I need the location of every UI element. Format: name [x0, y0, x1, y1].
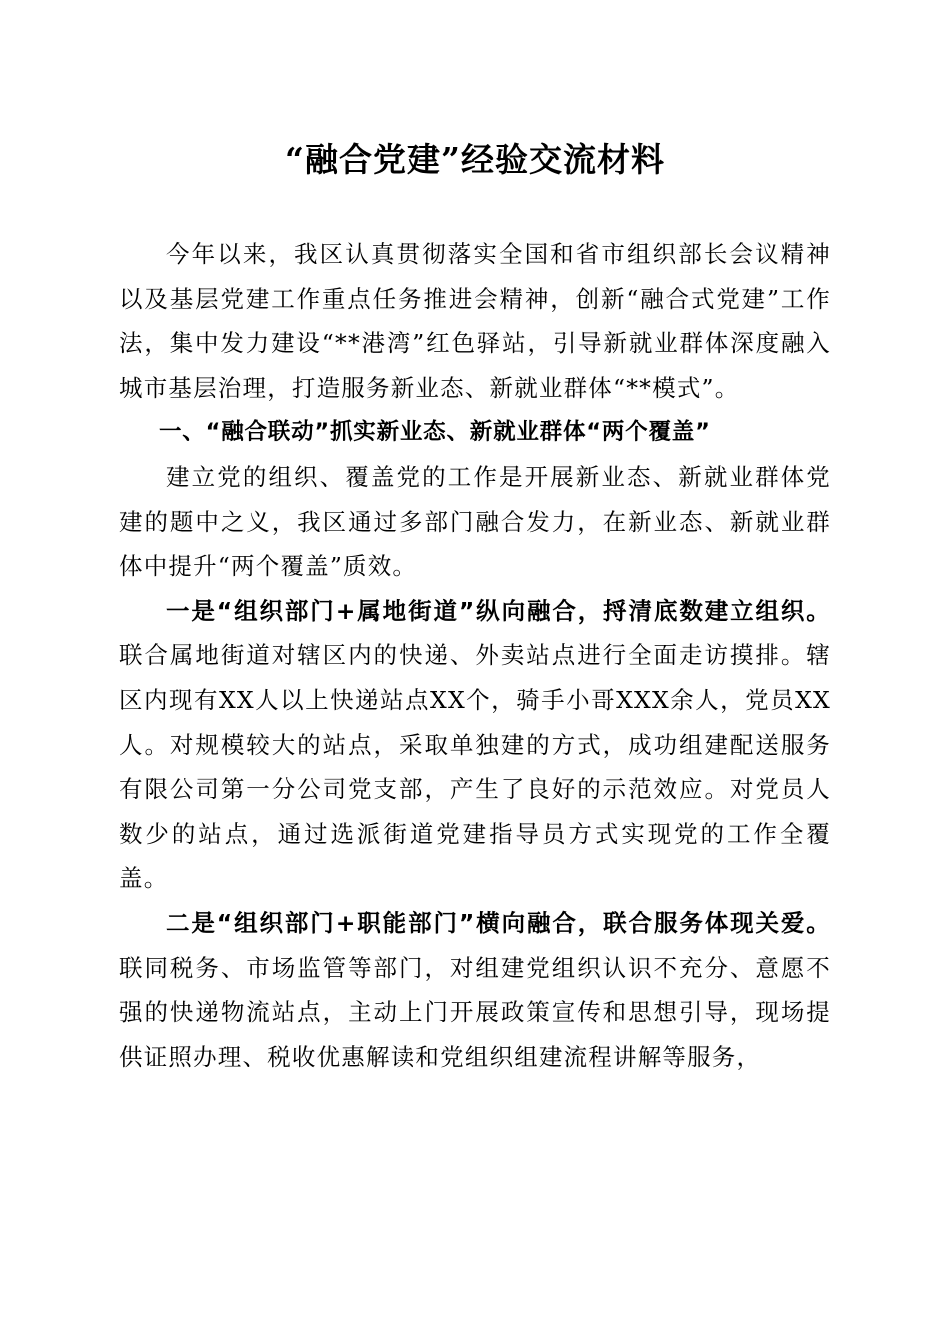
section-1-heading: 一、“融合联动”抓实新业态、新就业群体“两个覆盖”	[159, 419, 711, 446]
item-2-text: 联同税务、市场监管等部门，对组建党组织认识不充分、意愿不强的快递物流站点，主动上门开展政策宣传和思想引导，现场提供证照办理、税收优惠解读和党组织组建流程讲解等服务，	[119, 953, 831, 1071]
document-body	[119, 232, 831, 1079]
item-1-text: 联合属地街道对辖区内的快递、外卖站点进行全面走访摸排。辖区内现有XX人以上快递站点XX个，骑手小哥XXX余人，党员XX人。对规模较大的站点，采取单独建的方式，成功组建配送服务有限公司第一分公司党支部，产生了良好的示范效应。对党员人数少的站点，通过选派街道党建指导员方式实现党的工作全覆盖。	[119, 641, 831, 893]
section-1-item-1	[119, 589, 831, 901]
item-1-lead: 一是“组织部门+属地街道”纵向融合，捋清底数建立组织。	[166, 596, 831, 625]
section-1-paragraph: 建立党的组织、覆盖党的工作是开展新业态、新就业群体党建的题中之义，我区通过多部门融合发力，在新业态、新就业群体中提升“两个覆盖”质效。	[119, 462, 831, 581]
item-2-lead: 二是“组织部门+职能部门”横向融合，联合服务体现关爱。	[166, 908, 831, 937]
intro-paragraph: 今年以来，我区认真贯彻落实全国和省市组织部长会议精神以及基层党建工作重点任务推进会精神，创新“融合式党建”工作法，集中发力建设“**港湾”红色驿站，引导新就业群体深度融入城市基层治理，打造服务新业态、新就业群体“**模式”。	[119, 240, 831, 402]
section-1-item-2	[119, 901, 831, 1079]
document-title: “融合党建”经验交流材料	[285, 140, 665, 179]
